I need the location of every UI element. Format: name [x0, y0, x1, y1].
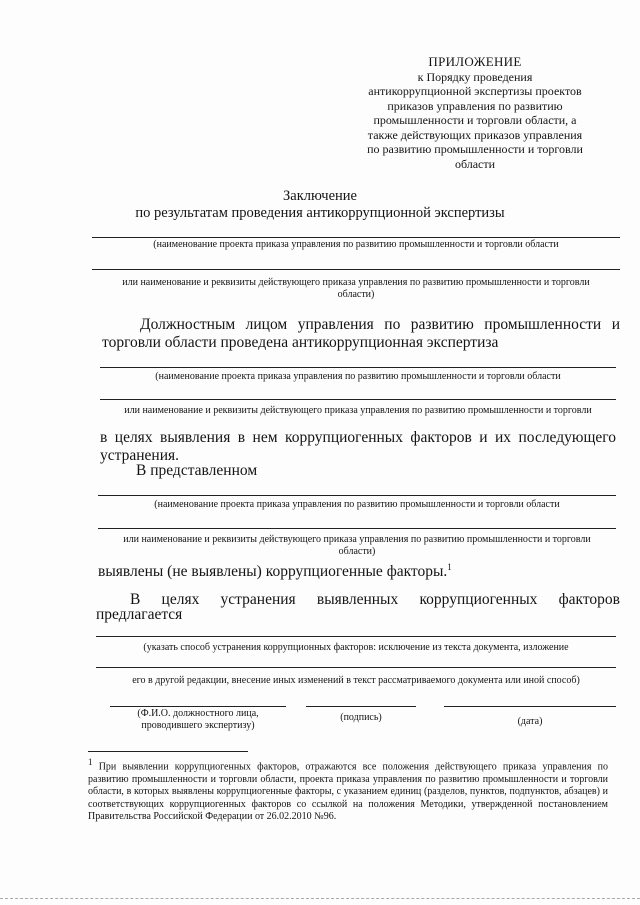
caption-fio	[110, 708, 286, 732]
caption-region: области)	[338, 546, 376, 557]
paragraph-line: Должностным лицом управления по развитию промышленности и	[140, 316, 620, 333]
signature-line	[444, 706, 616, 707]
footnote	[88, 756, 608, 824]
footnote-reference: 1	[447, 562, 452, 572]
blank-line	[96, 636, 616, 637]
appendix-line: антикоррупционной экспертизы проектов	[368, 84, 582, 98]
paragraph-line: В целях устранения выявленных коррупциогенных факторов	[130, 591, 620, 608]
caption-signature: (подпись)	[340, 712, 382, 723]
appendix-title: ПРИЛОЖЕНИЕ	[428, 54, 522, 69]
blank-line	[96, 667, 616, 668]
footnote-mark: 1	[88, 757, 93, 767]
caption-draft-name: (наименование проекта приказа управления по развитию промышленности и торговли области	[153, 239, 559, 250]
caption-fio-line: (Ф.И.О. должностного лица,	[137, 708, 259, 719]
scan-edge	[0, 898, 640, 899]
paragraph-line	[98, 558, 616, 581]
caption-fio-line: проводившего экспертизу)	[141, 720, 255, 731]
paragraph-line: торговли области проведена антикоррупционная экспертиза	[102, 334, 499, 351]
appendix-line: также действующих приказов управления	[367, 127, 583, 142]
caption-draft-name: (наименование проекта приказа управления по развитию промышленности и торговли области	[154, 499, 560, 510]
caption-method: (указать способ устранения коррупционных факторов: исключение из текста документа, изложение	[143, 642, 569, 653]
document-subtitle: по результатам проведения антикоррупционной экспертизы	[135, 205, 505, 221]
blank-line	[98, 528, 616, 529]
signature-line	[306, 706, 416, 707]
appendix-line: области	[454, 156, 496, 171]
appendix-line: по развитию промышленности и торговли	[367, 142, 583, 156]
caption-date: (дата)	[517, 716, 543, 727]
paragraph-line: предлагается	[96, 606, 183, 623]
caption-method: его в другой редакции, внесение иных изменений в текст рассматриваемого документа или иной способ)	[132, 675, 580, 686]
appendix-block	[350, 55, 600, 171]
document-heading	[0, 188, 640, 222]
blank-line	[100, 399, 616, 400]
caption-current-order: или наименование и реквизиты действующего приказа управления по развитию промышленности и торговли	[123, 534, 591, 545]
document-title: Заключение	[283, 188, 357, 204]
appendix-line: промышленности и торговли области, а	[373, 113, 577, 127]
findings-text: выявлены (не выявлены) коррупциогенные факторы.	[98, 563, 448, 581]
signature-line	[110, 706, 286, 707]
blank-line	[100, 367, 616, 368]
caption-region: области)	[337, 289, 375, 300]
blank-line	[98, 495, 616, 496]
caption-draft-name: (наименование проекта приказа управления по развитию промышленности и торговли области	[155, 371, 561, 382]
footnote-text: При выявлении коррупциогенных факторов, отражаются все положения действующего приказа управления по развитию промышленности и торговли области, проекта приказа управления по развитию промышленности и торговли области, в которых выявлены коррупциогенные факторы, с указанием единиц (разделов, пунктов, подпунктов, абзацев) и соответствующих коррупциогенных факторов со ссылкой на положения Методики, утвержденной постановлением Правительства Российской Федерации от 26.02.2010 №96.	[88, 761, 609, 823]
appendix-line: к Порядку проведения	[417, 69, 533, 84]
footnote-separator	[88, 751, 248, 752]
paragraph-line: в целях выявления в нем коррупциогенных факторов и их последующего	[100, 429, 616, 446]
caption-current-order: или наименование и реквизиты действующего приказа управления по развитию промышленности и торговли	[124, 405, 592, 416]
paragraph-line: В представленном	[136, 462, 258, 479]
caption-current-order: или наименование и реквизиты действующего приказа управления по развитию промышленности и торговли	[122, 277, 590, 288]
appendix-line: приказов управления по развитию	[387, 98, 563, 113]
blank-line	[92, 237, 620, 238]
blank-line	[92, 269, 620, 270]
paragraph-line: устранения.	[100, 447, 179, 464]
